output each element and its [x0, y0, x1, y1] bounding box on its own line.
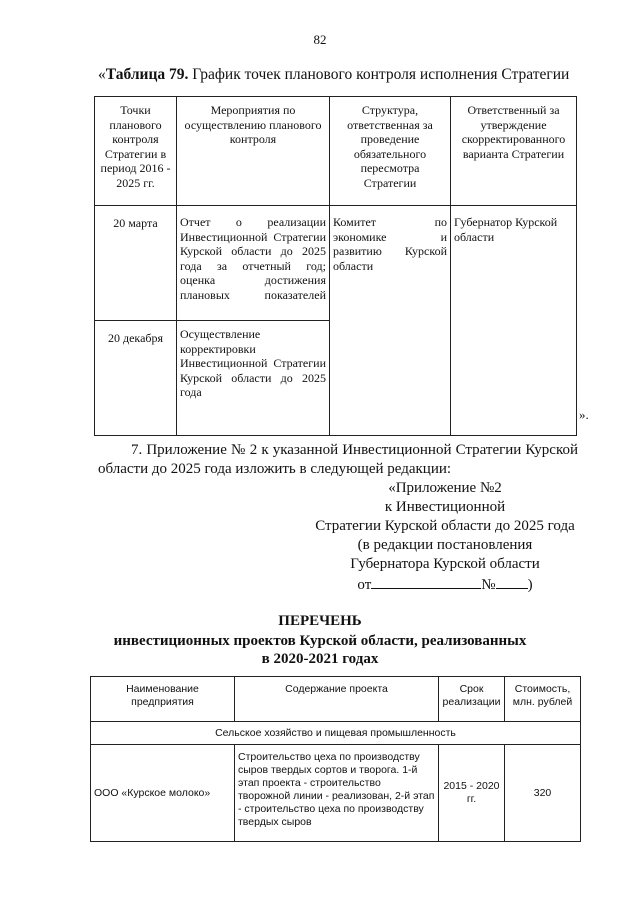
list-heading	[60, 612, 580, 668]
activity-cell: Отчет о реализации Инвестиционной Стратегии Курской области до 2025 года за отчетный год; оценка достижения плановых показателей	[177, 206, 330, 321]
table-header-row	[95, 97, 577, 206]
content-cell: Строительство цеха по производству сыров твердых сортов и творога. 1-й этап проекта - строительство творожной линии - реализован, 2-й этап - строительство цеха по производству твердых сыров	[235, 745, 439, 842]
date-blank	[371, 574, 481, 589]
table-79-label: Таблица 79.	[105, 66, 189, 83]
paragraph-line: 7. Приложение № 2 к указанной Инвестиционной Стратегии Курской	[131, 442, 578, 458]
structure-cell: Комитет по экономике и развитию Курской области	[330, 206, 451, 436]
responsible-cell: Губернатор Курской области	[451, 206, 577, 436]
period-cell: 2015 - 2020 гг.	[439, 745, 505, 842]
date-cell: 20 марта	[95, 206, 177, 321]
heading-line: в 2020-2021 годах	[261, 651, 379, 667]
paragraph-line: области до 2025 года изложить в следующей редакции:	[98, 461, 452, 477]
activity-cell: Осуществление корректировки Инвестиционной Стратегии Курской области до 2025 года	[177, 321, 330, 436]
appendix-line: Губернатора Курской области	[350, 556, 540, 572]
header-structure: Структура, ответственная за проведение обязательного пересмотра Стратегии	[330, 97, 451, 206]
amendment-paragraph	[98, 441, 578, 479]
projects-table	[90, 676, 581, 842]
appendix-block	[300, 479, 590, 595]
header-control-points: Точки планового контроля Стратегии в период 2016 - 2025 гг.	[95, 97, 177, 206]
table-79-title: «Таблица 79. График точек планового контроля исполнения Стратегии	[98, 66, 570, 83]
section-row	[91, 722, 581, 745]
header-responsible: Ответственный за утверждение скорректированного варианта Стратегии	[451, 97, 577, 206]
control-points-table	[94, 96, 577, 436]
table-header-row	[91, 677, 581, 722]
appendix-line: «Приложение №2	[388, 480, 502, 496]
table-row	[91, 745, 581, 842]
header-activities: Мероприятия по осуществлению планового контроля	[177, 97, 330, 206]
heading-line: ПЕРЕЧЕНЬ	[278, 613, 362, 629]
header-period: Срок реализации	[439, 677, 505, 722]
appendix-line: к Инвестиционной	[384, 499, 506, 515]
number-blank	[496, 574, 528, 589]
header-content: Содержание проекта	[235, 677, 439, 722]
closing-quote: ».	[579, 407, 589, 422]
appendix-signature-line: от № )	[300, 574, 590, 595]
appendix-line: Стратегии Курской области до 2025 года	[315, 518, 575, 534]
date-cell: 20 декабря	[95, 321, 177, 436]
section-title: Сельское хозяйство и пищевая промышленность	[91, 722, 581, 745]
page-number: 82	[313, 32, 327, 47]
cost-cell: 320	[505, 745, 581, 842]
table-row	[95, 206, 577, 321]
company-cell: ООО «Курское молоко»	[91, 745, 235, 842]
header-cost: Стоимость, млн. рублей	[505, 677, 581, 722]
header-company: Наименование предприятия	[91, 677, 235, 722]
appendix-line: (в редакции постановления	[357, 537, 533, 553]
heading-line: инвестиционных проектов Курской области, реализованных	[113, 633, 527, 649]
